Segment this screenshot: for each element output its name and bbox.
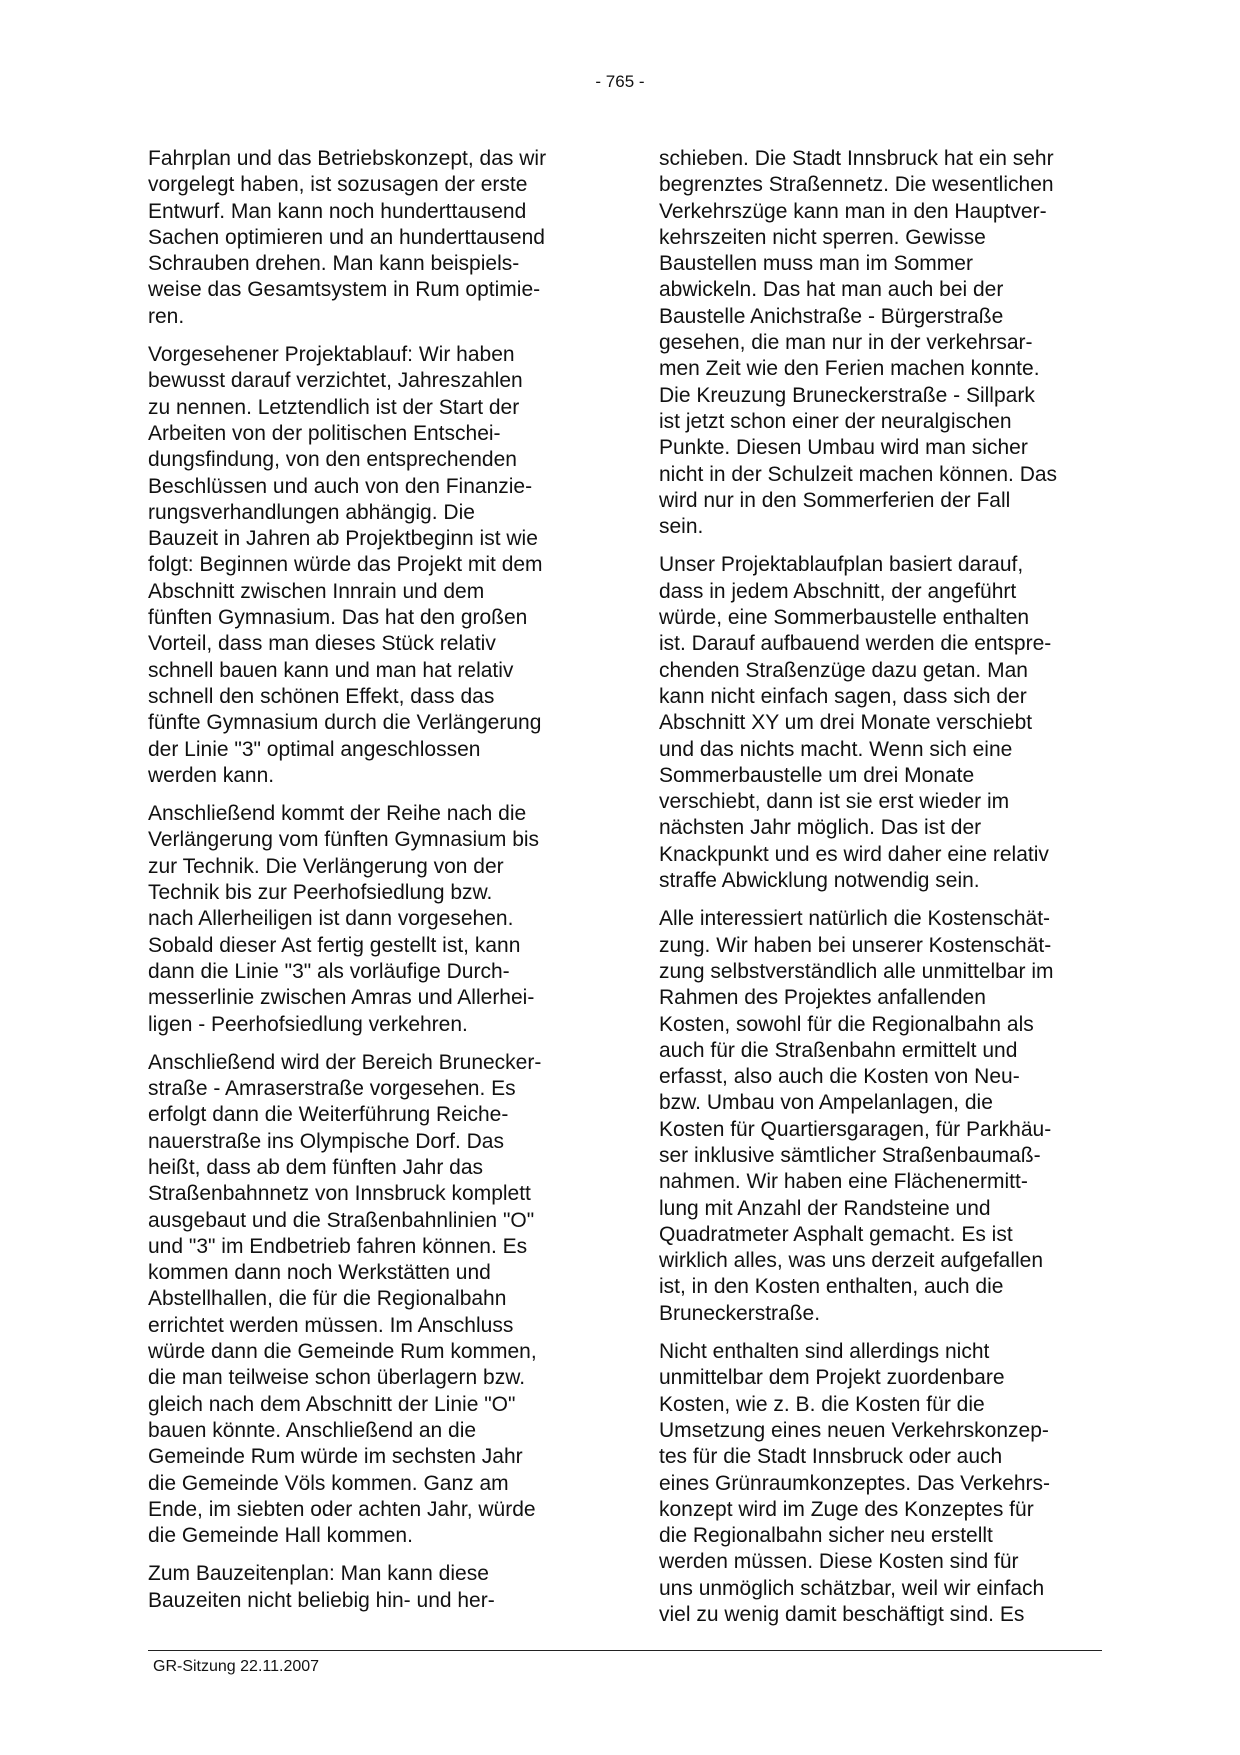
text-line: erfasst, also auch die Kosten von Neu- [659, 1065, 1020, 1089]
text-line: werden müssen. Diese Kosten sind für [659, 1550, 1019, 1574]
text-line: verschiebt, dann ist sie erst wieder im [659, 790, 1010, 814]
text-line: ist. Darauf aufbauend werden die entspre- [659, 632, 1052, 656]
text-line: gleich nach dem Abschnitt der Linie "O" [148, 1392, 516, 1416]
text-line: werden kann. [148, 763, 275, 787]
text-line: viel zu wenig damit beschäftigt sind. Es [659, 1603, 1025, 1627]
text-line: weise das Gesamtsystem in Rum optimie- [148, 278, 541, 302]
text-line: bewusst darauf verzichtet, Jahreszahlen [148, 369, 523, 393]
text-line: Punkte. Diesen Umbau wird man sicher [659, 436, 1028, 460]
text-line: tes für die Stadt Innsbruck oder auch [659, 1445, 1003, 1469]
text-line: die Regionalbahn sicher neu erstellt [659, 1524, 993, 1548]
text-line: auch für die Straßenbahn ermittelt und [659, 1038, 1018, 1062]
text-line: nauerstraße ins Olympische Dorf. Das [148, 1129, 504, 1153]
text-line: Alle interessiert natürlich die Kostenschät- [659, 907, 1051, 931]
text-line: Kosten, wie z. B. die Kosten für die [659, 1392, 985, 1416]
text-line: wirklich alles, was uns derzeit aufgefallen [659, 1249, 1044, 1273]
text-line: begrenztes Straßennetz. Die wesentlichen [659, 173, 1054, 197]
text-line: Sachen optimieren und an hunderttausend [148, 225, 545, 249]
text-line: ausgebaut und die Straßenbahnlinien "O" [148, 1208, 535, 1232]
text-line: Verkehrszüge kann man in den Hauptver- [659, 199, 1047, 223]
text-line: chenden Straßenzüge dazu getan. Man [659, 658, 1028, 682]
text-line: schnell bauen kann und man hat relativ [148, 658, 514, 682]
text-line: Verlängerung vom fünften Gymnasium bis [148, 828, 540, 852]
paragraph [148, 1561, 588, 1614]
text-line: straffe Abwicklung notwendig sein. [659, 869, 980, 893]
text-line: nahmen. Wir haben eine Flächenermitt- [659, 1170, 1028, 1194]
text-line: bzw. Umbau von Ampelanlagen, die [659, 1091, 993, 1115]
text-line: nach Allerheiligen ist dann vorgesehen. [148, 907, 514, 931]
text-line: wird nur in den Sommerferien der Fall [659, 488, 1011, 512]
text-line: heißt, dass ab dem fünften Jahr das [148, 1155, 484, 1179]
text-line: Ende, im siebten oder achten Jahr, würde [148, 1497, 536, 1521]
text-line: gesehen, die man nur in der verkehrsar- [659, 331, 1033, 355]
text-line: Anschließend kommt der Reihe nach die [148, 802, 527, 826]
text-line: erfolgt dann die Weiterführung Reiche- [148, 1103, 509, 1127]
text-line: würde dann die Gemeinde Rum kommen, [148, 1340, 537, 1364]
text-line: kann nicht einfach sagen, dass sich der [659, 684, 1027, 708]
text-line: die man teilweise schon überlagern bzw. [148, 1366, 526, 1390]
text-line: der Linie "3" optimal angeschlossen [148, 737, 481, 761]
footer-text: GR-Sitzung 22.11.2007 [153, 1658, 320, 1675]
text-line: vorgelegt haben, ist sozusagen der erste [148, 173, 528, 197]
text-line: dann die Linie "3" als vorläufige Durch- [148, 959, 510, 983]
text-line: zung selbstverständlich alle unmittelbar im [659, 959, 1054, 983]
text-line: ren. [148, 304, 185, 328]
text-line: Rahmen des Projektes anfallenden [659, 986, 986, 1010]
text-line: Kosten, sowohl für die Regionalbahn als [659, 1012, 1034, 1036]
text-line: messerlinie zwischen Amras und Allerhei- [148, 986, 535, 1010]
footer-divider [148, 1650, 1102, 1651]
text-line: Unser Projektablaufplan basiert darauf, [659, 553, 1024, 577]
text-line: Bruneckerstraße. [659, 1301, 821, 1325]
text-line: ist, in den Kosten enthalten, auch die [659, 1275, 1004, 1299]
text-line: Anschließend wird der Bereich Brunecker- [148, 1050, 542, 1074]
text-line: Sommerbaustelle um drei Monate [659, 763, 975, 787]
text-line: Bauzeit in Jahren ab Projektbeginn ist wie [148, 527, 538, 551]
text-line: die Gemeinde Völs kommen. Ganz am [148, 1471, 509, 1495]
text-line: nicht in der Schulzeit machen können. Das [659, 462, 1058, 486]
text-line: Zum Bauzeitenplan: Man kann diese [148, 1562, 489, 1586]
text-line: Quadratmeter Asphalt gemacht. Es ist [659, 1222, 1013, 1246]
paragraph [148, 146, 588, 330]
text-line: ser inklusive sämtlicher Straßenbaumaß- [659, 1143, 1041, 1167]
text-line: konzept wird im Zuge des Konzeptes für [659, 1497, 1034, 1521]
text-line: Baustelle Anichstraße - Bürgerstraße [659, 304, 1004, 328]
text-line: rungsverhandlungen abhängig. Die [148, 500, 475, 524]
text-line: nächsten Jahr möglich. Das ist der [659, 816, 982, 840]
text-line: abwickeln. Das hat man auch bei der [659, 278, 1004, 302]
text-line: Abschnitt zwischen Innrain und dem [148, 579, 485, 603]
text-line: Baustellen muss man im Sommer [659, 252, 973, 276]
text-line: dungsfindung, von den entsprechenden [148, 448, 517, 472]
text-line: Technik bis zur Peerhofsiedlung bzw. [148, 881, 493, 905]
paragraph [148, 1050, 588, 1550]
text-line: kommen dann noch Werkstätten und [148, 1261, 491, 1285]
text-line: zur Technik. Die Verlängerung von der [148, 854, 504, 878]
right-column [659, 146, 1099, 1640]
text-line: fünfte Gymnasium durch die Verlängerung [148, 711, 542, 735]
text-line: Fahrplan und das Betriebskonzept, das wir [148, 147, 547, 170]
text-line: Entwurf. Man kann noch hunderttausend [148, 199, 527, 223]
text-line: Nicht enthalten sind allerdings nicht [659, 1340, 990, 1364]
paragraph [148, 342, 588, 789]
text-line: Arbeiten von der politischen Entschei- [148, 421, 501, 445]
text-line: zung. Wir haben bei unserer Kostenschät- [659, 933, 1052, 957]
text-line: würde, eine Sommerbaustelle enthalten [659, 606, 1030, 630]
page-number: - 765 - [595, 72, 645, 91]
text-line: dass in jedem Abschnitt, der angeführt [659, 579, 1017, 603]
text-line: folgt: Beginnen würde das Projekt mit dem [148, 553, 543, 577]
paragraph [659, 906, 1099, 1327]
text-line: Abschnitt XY um drei Monate verschiebt [659, 711, 1033, 735]
text-line: bauen könnte. Anschließend an die [148, 1418, 477, 1442]
text-line: kehrszeiten nicht sperren. Gewisse [659, 225, 986, 249]
text-line: und das nichts macht. Wenn sich eine [659, 737, 1013, 761]
text-line: sein. [659, 515, 704, 539]
text-line: schieben. Die Stadt Innsbruck hat ein sehr [659, 147, 1054, 170]
paragraph [148, 801, 588, 1038]
text-line: Gemeinde Rum würde im sechsten Jahr [148, 1445, 523, 1469]
text-line: Kosten für Quartiersgaragen, für Parkhäu- [659, 1117, 1052, 1141]
text-line: men Zeit wie den Ferien machen konnte. [659, 357, 1040, 381]
text-line: die Gemeinde Hall kommen. [148, 1524, 413, 1548]
text-line: Straßenbahnnetz von Innsbruck komplett [148, 1182, 531, 1206]
paragraph [659, 1339, 1099, 1628]
text-line: ist jetzt schon einer der neuralgischen [659, 409, 1012, 433]
text-line: ligen - Peerhofsiedlung verkehren. [148, 1012, 468, 1036]
text-line: Vorteil, dass man dieses Stück relativ [148, 632, 496, 656]
text-line: Umsetzung eines neuen Verkehrskonzep- [659, 1418, 1049, 1442]
text-line: Beschlüssen und auch von den Finanzie- [148, 474, 533, 498]
text-line: unmittelbar dem Projekt zuordenbare [659, 1366, 1005, 1390]
paragraph [659, 552, 1099, 894]
text-line: Schrauben drehen. Man kann beispiels- [148, 252, 520, 276]
text-line: zu nennen. Letztendlich ist der Start der [148, 395, 520, 419]
text-line: Bauzeiten nicht beliebig hin- und her- [148, 1588, 495, 1612]
text-line: straße - Amraserstraße vorgesehen. Es [148, 1077, 516, 1101]
text-line: und "3" im Endbetrieb fahren können. Es [148, 1234, 528, 1258]
text-line: uns unmöglich schätzbar, weil wir einfach [659, 1576, 1045, 1600]
text-line: errichtet werden müssen. Im Anschluss [148, 1313, 514, 1337]
text-line: Abstellhallen, die für die Regionalbahn [148, 1287, 507, 1311]
text-line: schnell den schönen Effekt, dass das [148, 684, 495, 708]
text-line: Sobald dieser Ast fertig gestellt ist, kann [148, 933, 521, 957]
text-line: Knackpunkt und es wird daher eine relativ [659, 842, 1049, 866]
text-line: Vorgesehener Projektablauf: Wir haben [148, 343, 515, 367]
left-column [148, 146, 588, 1626]
text-line: eines Grünraumkonzeptes. Das Verkehrs- [659, 1471, 1051, 1495]
text-line: fünften Gymnasium. Das hat den großen [148, 606, 528, 630]
text-line: lung mit Anzahl der Randsteine und [659, 1196, 991, 1220]
text-line: Die Kreuzung Bruneckerstraße - Sillpark [659, 383, 1035, 407]
paragraph [659, 146, 1099, 540]
